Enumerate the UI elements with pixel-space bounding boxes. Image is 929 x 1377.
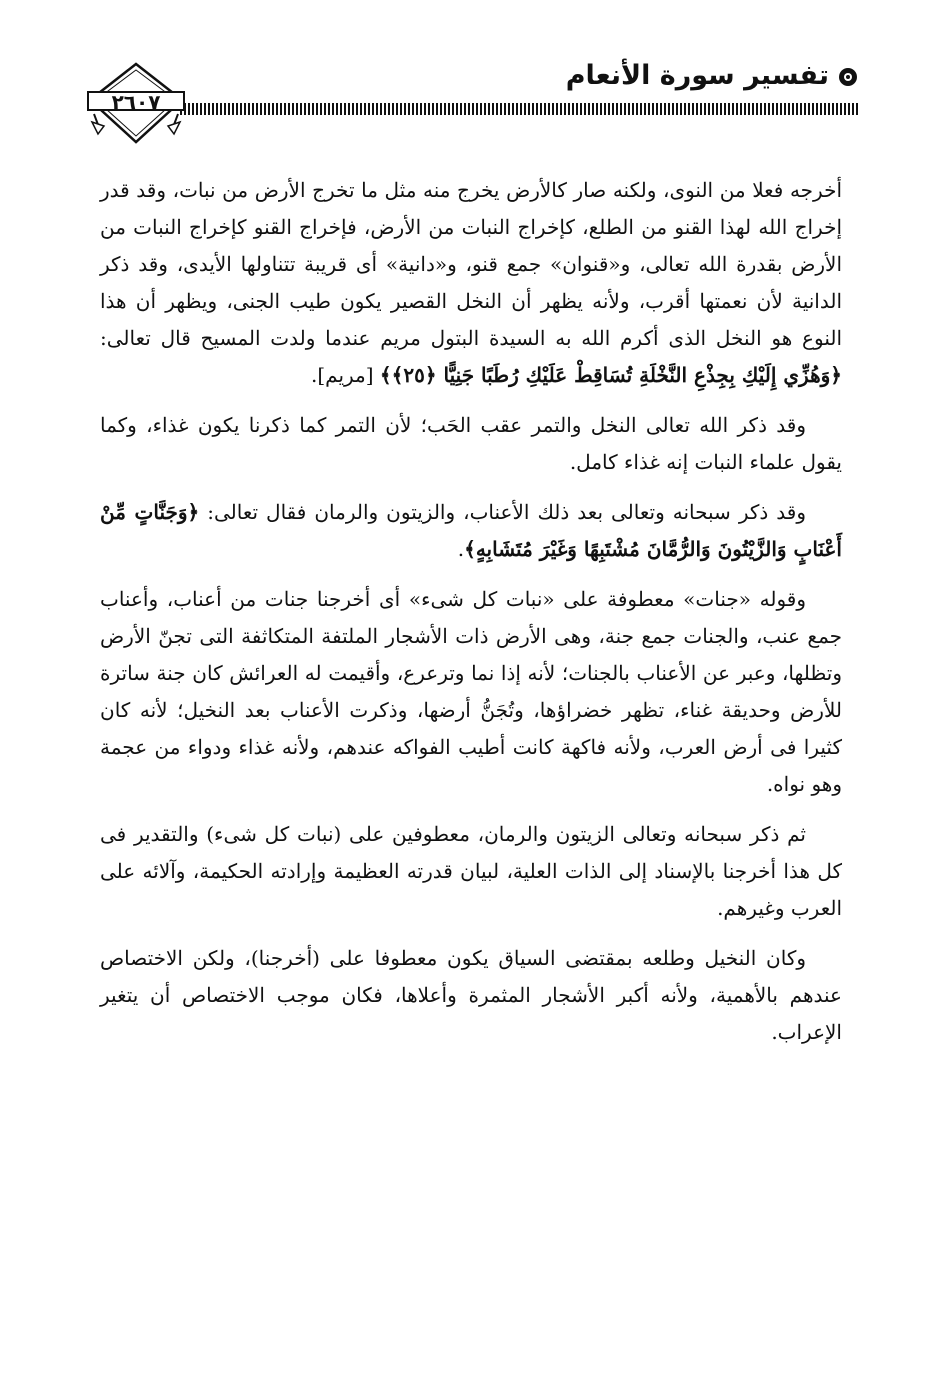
paragraph-text: . bbox=[457, 537, 465, 561]
quran-verse: ﴿وَجَنَّاتٍ مِّنْ أَعْنَابٍ وَالزَّيْتُونَ وَالرُّمَّانَ مُشْتَبِهًا وَغَيْرَ مُتَشَابِهٍ﴾ bbox=[100, 500, 842, 561]
body-text bbox=[100, 172, 842, 1064]
paragraph-4 bbox=[100, 581, 842, 803]
paragraph-5 bbox=[100, 816, 842, 927]
paragraph-3 bbox=[100, 494, 842, 568]
paragraph-text: [مريم]. bbox=[310, 363, 380, 387]
paragraph-6 bbox=[100, 940, 842, 1051]
paragraph-text: أخرجه فعلا من النوى، ولكنه صار كالأرض يخرج منه مثل ما تخرج الأرض من نبات، وقد قدر إخراج الله لهذا القنو من الطلع، كإخراج النبات من الأرض، فإخراج القنو كإخراج النبات من الأرض بقدرة الله تعالى، و«قنوان» جمع قنو، و«دانية» أى قريبة تتناولها الأيدى، وقد ذكر الدانية لأن نعمتها أقرب، ولأنه يظهر أن النخل القصير يكون طيب الجنى، ويظهر أن هذا النوع هو النخل الذى أكرم الله به السيدة البتول مريم عندما ولدت المسيح قال تعالى: bbox=[100, 178, 843, 350]
paragraph-2 bbox=[100, 407, 842, 481]
paragraph-text: وكان النخيل وطلعه بمقتضى السياق يكون معطوفا على (أخرجنا)، ولكن الاختصاص عندهم بالأهمية، ولأنه أكبر الأشجار المثمرة وأعلاها، فكان موجب الاختصاص أن يتغير الإعراب. bbox=[100, 946, 842, 1044]
page-header bbox=[0, 0, 929, 160]
paragraph-1 bbox=[100, 172, 842, 394]
flower-ornament-icon bbox=[837, 66, 859, 88]
page-number: ٢٦٠٧ bbox=[111, 90, 161, 114]
paragraph-text: ثم ذكر سبحانه وتعالى الزيتون والرمان، معطوفين على (نبات كل شىء) والتقدير فى كل هذا أخرجنا بالإسناد إلى الذات العلية، لبيان قدرته العظيمة وإرادته الحكيمة، وآلائه على العرب وغيرهم. bbox=[100, 822, 842, 920]
paragraph-text: وقد ذكر سبحانه وتعالى بعد ذلك الأعناب، والزيتون والرمان فقال تعالى: bbox=[199, 500, 806, 524]
quran-verse: ﴿وَهُزِّي إِلَيْكِ بِجِذْعِ النَّخْلَةِ تُسَاقِطْ عَلَيْكِ رُطَبًا جَنِيًّا ﴿٢٥﴾﴾ bbox=[379, 363, 842, 387]
surah-title: تفسير سورة الأنعام bbox=[565, 60, 829, 91]
paragraph-text: وقد ذكر الله تعالى النخل والتمر عقب الحَب؛ لأن التمر كما ذكرنا يكون غذاء، وكما يقول علماء النبات إنه غذاء كامل. bbox=[100, 413, 842, 474]
paragraph-text: وقوله «جنات» معطوفة على «نبات كل شىء» أى أخرجنا جنات من أعناب، وأعناب جمع عنب، والجنات جمع جنة، وهى الأرض ذات الأشجار الملتفة المتكاثفة التى تجنّ الأرض وتظلها، وعبر عن الأعناب بالجنات؛ لأنه إذا نما وترعرع، وأقيمت له العرائش كان جنة ساترة للأرض وحديقة غناء، تظهر خضراؤها، وتُجَنُّ أرضها، وذكرت الأعناب بعد النخيل؛ لأنه كان كثيرا فى أرض العرب، ولأنه فاكهة كانت أطيب الفواكه عندهم، ولأنه غذاء ودواء من عجمة وهو نواه. bbox=[100, 587, 842, 796]
header-rule bbox=[180, 103, 859, 115]
